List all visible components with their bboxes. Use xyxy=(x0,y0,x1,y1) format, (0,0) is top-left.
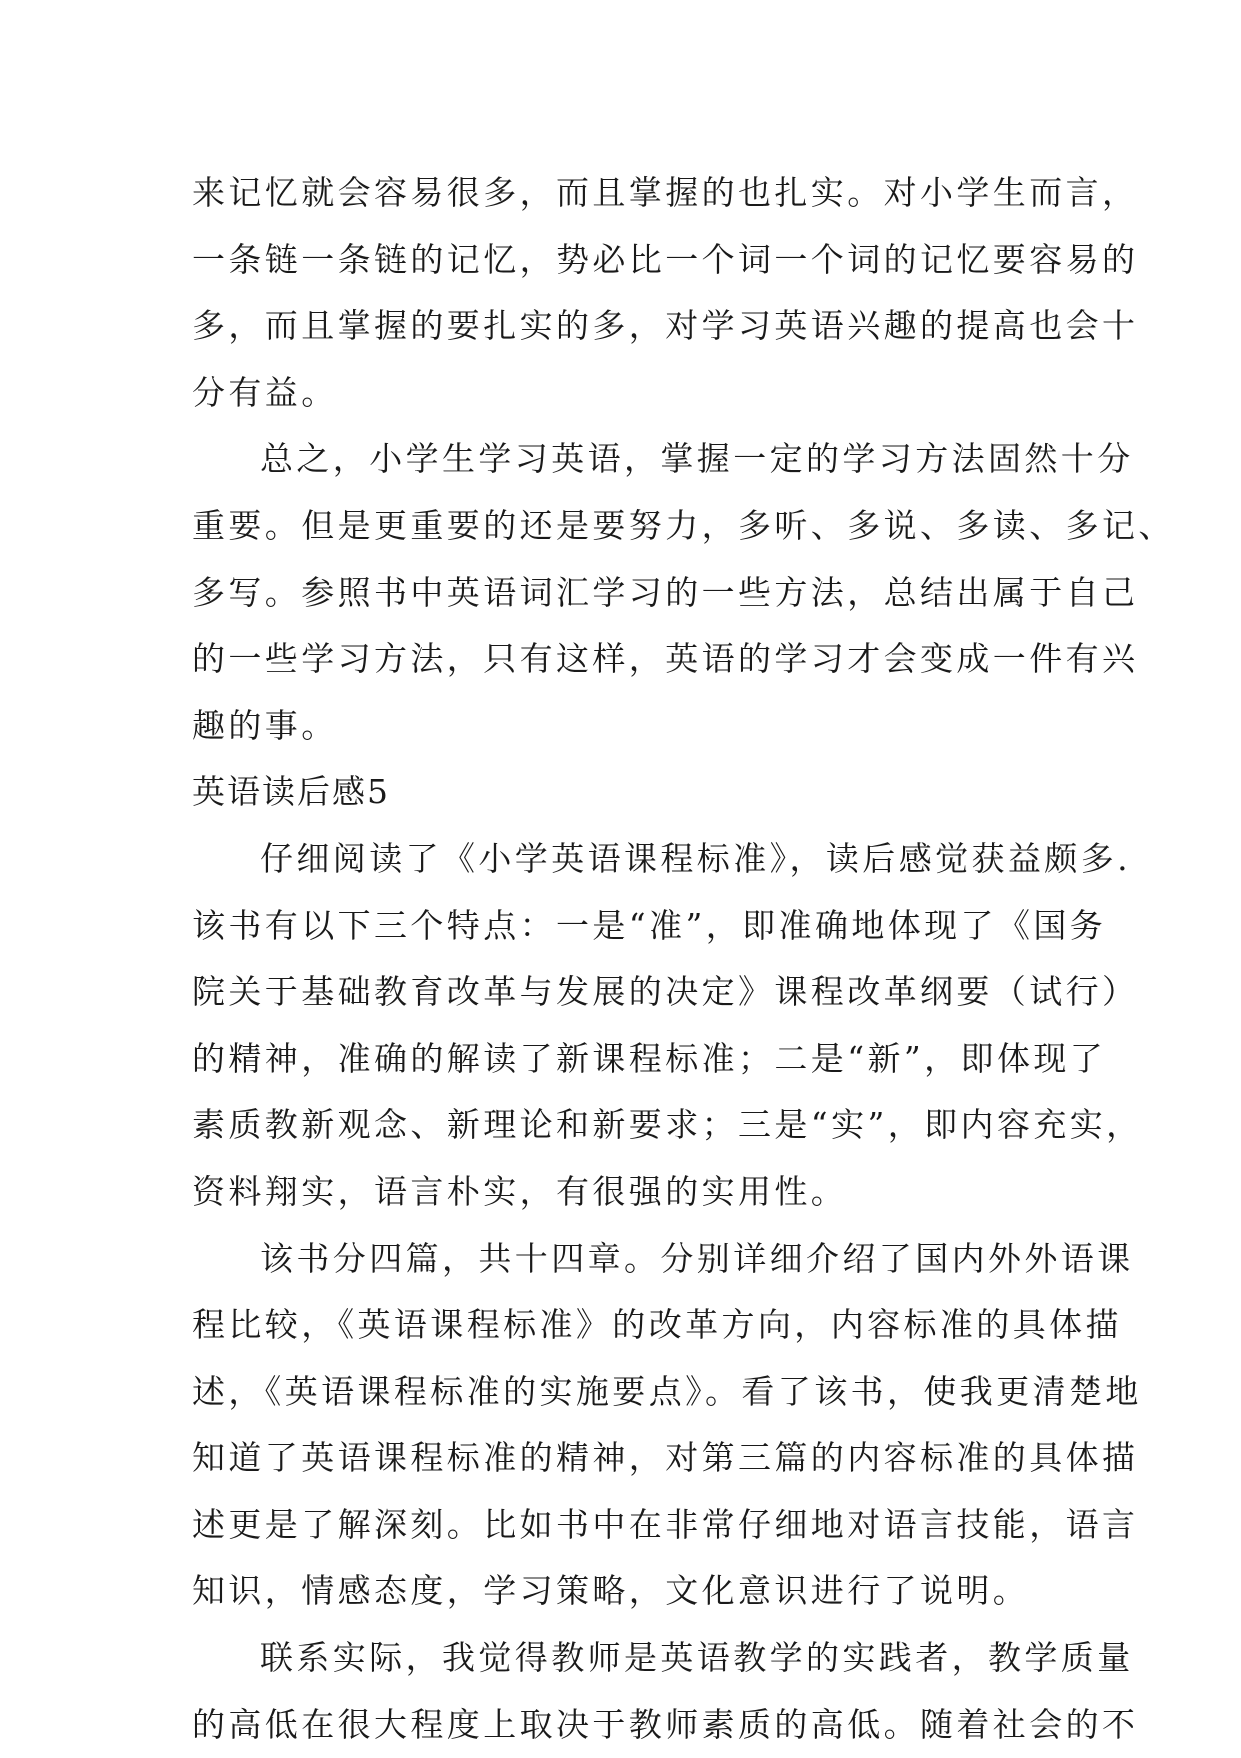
paragraph-first-line: 仔细阅读了《小学英语课程标准》，读后感觉获益颇多. xyxy=(260,838,1131,878)
text-line: 趣的事。 xyxy=(192,705,338,745)
text-line: 重要。但是更重要的还是要努力，多听、多说、多读、多记、 xyxy=(192,505,1175,545)
text-line: 多写。参照书中英语词汇学习的一些方法，总结出属于自己 xyxy=(192,572,1139,612)
body-text xyxy=(192,160,1175,1758)
text-line: 院关于基础教育改革与发展的决定》课程改革纲要（试行） xyxy=(192,972,1139,1012)
text-line: 的高低在很大程度上取决于教师素质的高低。随着社会的不 xyxy=(192,1704,1139,1744)
text-line: 述，《英语课程标准的实施要点》。看了该书，使我更清楚地 xyxy=(192,1371,1142,1411)
text-line: 多，而且掌握的要扎实的多，对学习英语兴趣的提高也会十 xyxy=(192,306,1139,346)
text-line: 知道了英语课程标准的精神，对第三篇的内容标准的具体描 xyxy=(192,1438,1139,1478)
text-line: 分有益。 xyxy=(192,372,338,412)
section-heading: 英语读后感5 xyxy=(192,772,390,812)
paragraph-first-line: 该书分四篇，共十四章。分别详细介绍了国内外外语课 xyxy=(260,1238,1134,1278)
text-line: 知识，情感态度，学习策略，文化意识进行了说明。 xyxy=(192,1571,1030,1611)
text-line: 一条链一条链的记忆，势必比一个词一个词的记忆要容易的 xyxy=(192,239,1139,279)
text-line: 素质教新观念、新理论和新要求；三是“实”，即内容充实， xyxy=(192,1105,1143,1145)
text-line: 的精神，准确的解读了新课程标准；二是“新”，即体现了 xyxy=(192,1038,1107,1078)
paragraph-first-line: 总之，小学生学习英语，掌握一定的学习方法固然十分 xyxy=(260,439,1134,479)
text-line: 程比较，《英语课程标准》的改革方向，内容标准的具体描 xyxy=(192,1305,1122,1345)
paragraph-first-line: 联系实际，我觉得教师是英语教学的实践者，教学质量 xyxy=(260,1638,1134,1678)
text-line: 的一些学习方法，只有这样，英语的学习才会变成一件有兴 xyxy=(192,639,1139,679)
text-line: 资料翔实，语言朴实，有很强的实用性。 xyxy=(192,1171,848,1211)
text-line: 述更是了解深刻。比如书中在非常仔细地对语言技能，语言 xyxy=(192,1504,1139,1544)
text-line: 该书有以下三个特点：一是“准”，即准确地体现了《国务 xyxy=(192,905,1107,945)
text-line: 来记忆就会容易很多，而且掌握的也扎实。对小学生而言， xyxy=(192,173,1139,212)
